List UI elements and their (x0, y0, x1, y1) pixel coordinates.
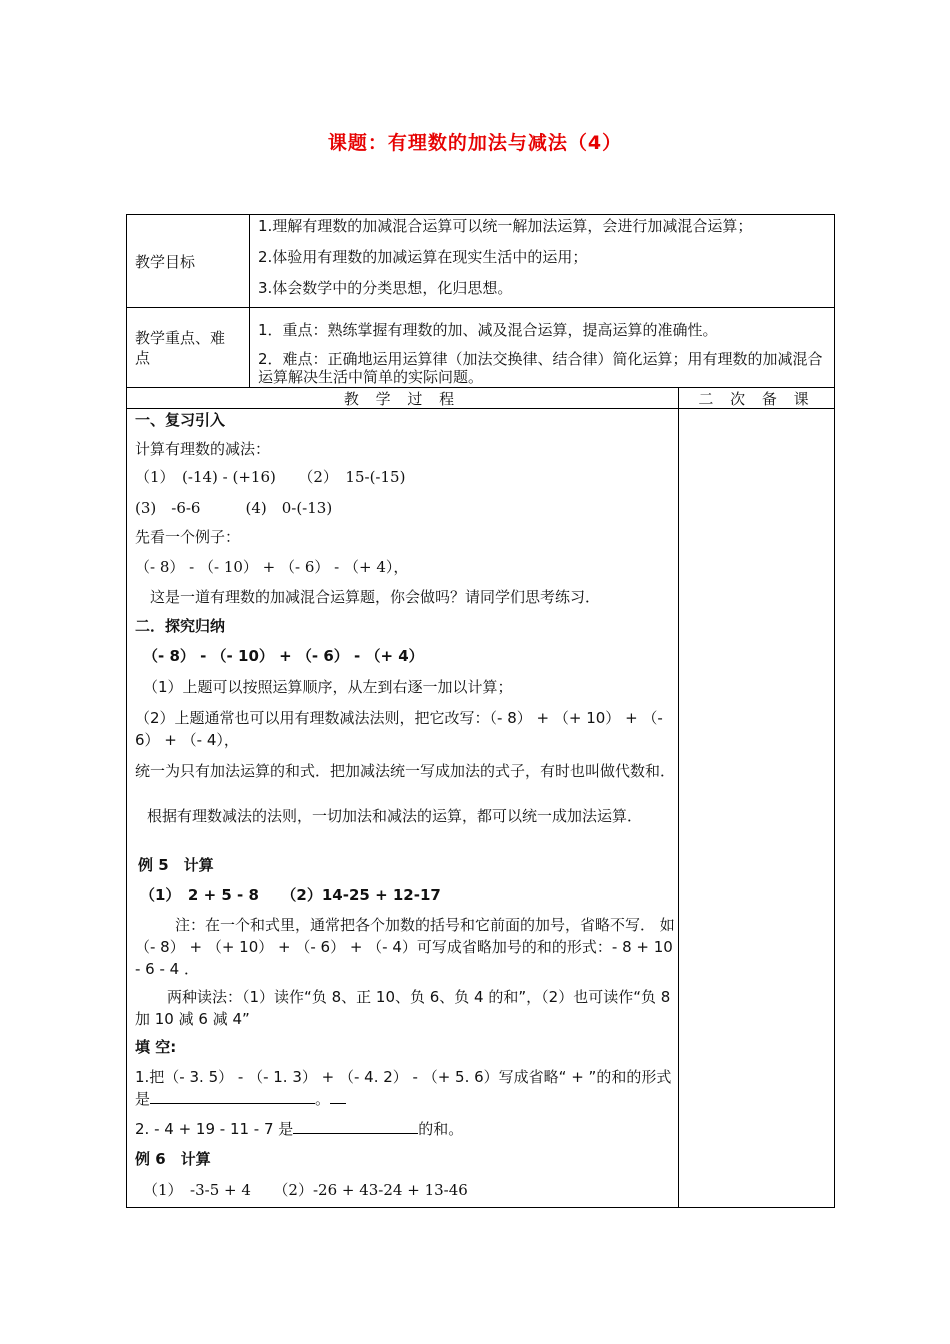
note-paragraph: 注：在一个和式里，通常把各个加数的括号和它前面的加号，省略不写． 如（- 8） + （+ 10） + （- 6） + （- 4）可写成省略加号的和的形式：- 8 + 10 - 6 - 4 ． (135, 916, 675, 978)
text-paragraph: 根据有理数减法的法则，一切加法和减法的运算，都可以统一成加法运算． (147, 807, 643, 825)
table-divider-notes (678, 387, 679, 1208)
objective-item: 2.体验用有理数的加减运算在现实生活中的运用； (258, 248, 588, 266)
process-header: 教 学 过 程 (343, 390, 461, 408)
objective-item: 1.理解有理数的加减混合运算可以统一解加法运算，会进行加减混合运算； (258, 217, 753, 235)
example-questions: （1） -3-5 + 4 （2）-26 + 43-24 + 13-46 (143, 1181, 468, 1199)
text-line: 先看一个例子： (135, 528, 241, 546)
table-border-top (126, 214, 835, 215)
answer-blank[interactable] (150, 1089, 315, 1104)
exercise-line: (3) -6-6 (4) 0-(-13) (135, 499, 333, 517)
fill-question-text: 。 (315, 1090, 331, 1108)
example-title: 例 6 计算 (135, 1150, 211, 1168)
keypoints-label: 教学重点、难点 (135, 329, 226, 367)
formula-line: （- 8） - （- 10） + （- 6） - （+ 4）， (135, 558, 409, 576)
answer-blank[interactable] (330, 1089, 346, 1104)
notes-header: 二 次 备 课 (698, 390, 815, 408)
keypoint-item: 1．重点：熟练掌握有理数的加、减及混合运算，提高运算的准确性。 (258, 321, 718, 339)
text-line: 这是一道有理数的加减混合运算题，你会做吗？请同学们思考练习． (150, 588, 601, 606)
objectives-label: 教学目标 (135, 253, 196, 271)
table-border-left (126, 214, 127, 1208)
exercise-line: （1） (-14) - (+16) （2） 15-(-15) (135, 468, 406, 486)
section-title: 填 空: (135, 1038, 177, 1056)
section-title: 二．探究归纳 (135, 617, 226, 635)
table-rule-objectives (126, 307, 835, 308)
fill-question-text: 的和。 (418, 1120, 464, 1138)
text-paragraph: （2）上题通常也可以用有理数减法法则，把它改写：（- 8） + （+ 10） + （- 6） + （- 4）， (135, 709, 663, 749)
text-line: （1）上题可以按照运算顺序，从左到右逐一加以计算； (143, 678, 513, 696)
text-paragraph: 统一为只有加法运算的和式．把加减法统一写成加法的式子，有时也叫做代数和． (135, 762, 676, 780)
table-divider-label (249, 214, 250, 388)
answer-blank[interactable] (293, 1119, 418, 1134)
fill-question-2 (135, 1119, 675, 1139)
section-title: 一、复习引入 (135, 411, 226, 429)
fill-question-1 (135, 1066, 675, 1110)
formula-line: （- 8） - （- 10） + （- 6） - （+ 4） (143, 647, 424, 665)
objective-item: 3.体会数学中的分类思想，化归思想。 (258, 279, 513, 297)
table-border-right (834, 214, 835, 1208)
text-line: 计算有理数的减法： (135, 440, 271, 458)
table-border-bottom (126, 1207, 835, 1208)
fill-question-text: 2. - 4 + 19 - 11 - 7 是 (135, 1120, 294, 1138)
fill-question-text: 1.把（- 3. 5） - （- 1. 3） + （- 4. 2） - （+ 5. 6）写成省略“ + ”的和的形式是 (135, 1068, 672, 1108)
example-title: 例 5 计算 (138, 856, 214, 874)
page-title: 课题：有理数的加法与减法（4） (327, 132, 623, 154)
example-questions: （1） 2 + 5 - 8 （2）14-25 + 12-17 (140, 886, 441, 904)
reading-paragraph: 两种读法：（1）读作“负 8、正 10、负 6、负 4 的和”，（2）也可读作“负 8 加 10 减 6 减 4” (135, 988, 671, 1028)
keypoint-item: 2．难点：正确地运用运算律（加法交换律、结合律）简化运算；用有理数的加减混合运算解决生活中简单的实际问题。 (258, 350, 823, 386)
